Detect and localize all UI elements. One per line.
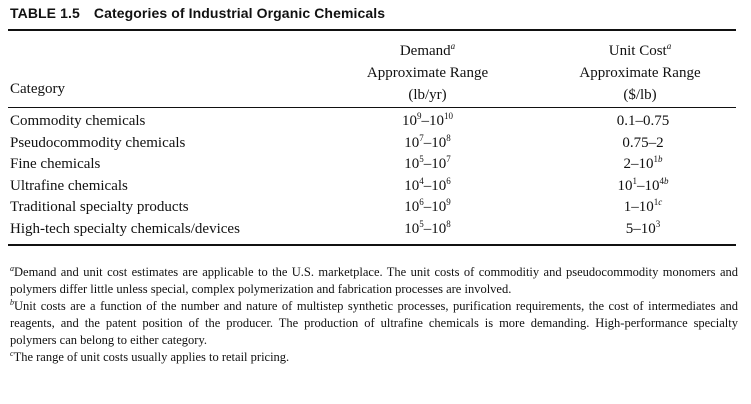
demand-header <box>335 35 520 106</box>
footnote <box>10 264 738 298</box>
table-title <box>10 5 385 21</box>
cost-exponent-high: 4b <box>659 175 669 186</box>
table-row <box>0 177 751 199</box>
demand-high-exponent: 8 <box>446 218 451 229</box>
cost-footnote-mark: b <box>658 154 663 164</box>
row-cost <box>548 199 738 216</box>
footnote-text: Demand and unit cost estimates are applicable to the U.S. marketplace. The unit costs of commoditiy and pseudocommodity monomers and polymers differ little unless special, complex polymerization and fabrication processes are involved. <box>10 265 738 296</box>
demand-header-mark: a <box>450 41 456 51</box>
cost-value: 0.75–2 <box>622 134 664 151</box>
demand-low-exponent: 5 <box>419 218 424 229</box>
cost-header-mark: a <box>666 41 672 51</box>
footnote-mark: c <box>10 349 14 358</box>
footnote-mark: b <box>10 298 14 307</box>
row-demand: $10^9-10^{10}$ <box>402 111 453 129</box>
demand-high-exponent: 8 <box>446 132 451 143</box>
demand-header-line1: Demand <box>399 43 451 59</box>
demand-high-exponent: 7 <box>446 154 451 164</box>
footnote-text: Unit costs are a function of the number and nature of multistep synthetic processes, purification requirements, the cost of intermediates and reagents, and the patent position of the producer. The production of ultrafine chemicals is more demanding. High-performance specialty polymers can belong to either category. <box>10 299 738 347</box>
category-header: Category <box>10 81 65 97</box>
cost-value: 5–10 <box>625 220 656 237</box>
demand-low-exponent: 9 <box>417 111 422 121</box>
row-cost <box>548 135 738 152</box>
footnote-text: The range of unit costs usually applies to retail pricing. <box>13 350 290 364</box>
demand-low-exponent: 4 <box>419 175 424 186</box>
cost-exponent: 1b <box>653 154 663 164</box>
row-category: Commodity chemicals <box>10 113 146 129</box>
table-body <box>0 112 751 241</box>
row-demand: $10^5-10^8$ <box>404 218 451 237</box>
table-number: TABLE 1.5 <box>10 5 80 21</box>
footnote-mark: a <box>10 264 14 273</box>
demand-low-exponent: 5 <box>419 154 424 164</box>
cost-footnote-mark: c <box>658 197 663 207</box>
row-demand: $10^6-10^9$ <box>404 197 451 215</box>
cost-footnote-mark: b <box>664 175 669 186</box>
demand-high-exponent: 10 <box>444 111 453 121</box>
table-row <box>0 198 751 220</box>
header-rule <box>8 107 736 108</box>
row-category: Traditional specialty products <box>10 199 189 215</box>
top-rule <box>8 29 736 31</box>
row-category: Pseudocommodity chemicals <box>10 134 186 151</box>
cost-value: 2–10 <box>623 156 654 172</box>
cost-value: 10 <box>617 177 633 194</box>
row-cost <box>548 175 738 195</box>
demand-low-exponent: 6 <box>419 197 424 207</box>
table-row <box>0 220 751 242</box>
row-cost <box>548 218 738 238</box>
footnote <box>10 298 738 349</box>
cost-value: 0.1–0.75 <box>616 113 670 129</box>
demand-high-exponent: 6 <box>446 175 451 186</box>
demand-header-line3: (lb/yr) <box>408 87 447 103</box>
row-demand: $10^7-10^8$ <box>404 132 451 151</box>
demand-high-exponent: 9 <box>446 197 451 207</box>
cost-header-line1: Unit Cost <box>608 43 667 59</box>
row-cost <box>548 156 738 173</box>
cost-header-line3: ($/lb) <box>623 87 657 103</box>
table-row <box>0 134 751 156</box>
row-cost <box>548 113 738 130</box>
cost-header <box>545 35 735 106</box>
table-caption: Categories of Industrial Organic Chemicals <box>93 5 386 21</box>
bottom-rule <box>8 244 736 246</box>
cost-exponent: 1c <box>653 197 663 207</box>
row-category: Fine chemicals <box>10 156 101 172</box>
row-demand: $10^5-10^7$ <box>404 154 451 172</box>
demand-header-line2: Approximate Range <box>366 65 489 81</box>
cost-header-line2: Approximate Range <box>579 65 701 81</box>
row-demand: $10^4-10^6$ <box>404 175 451 194</box>
footnotes <box>10 264 738 366</box>
cost-exponent: 3 <box>655 218 661 229</box>
row-category: High-tech specialty chemicals/devices <box>10 220 240 237</box>
footnote <box>10 349 738 366</box>
table-row <box>0 112 751 134</box>
cost-value: 1–10 <box>623 199 654 215</box>
cost-exponent: 1 <box>632 175 637 186</box>
row-category: Ultrafine chemicals <box>10 177 128 194</box>
cost-value-high: –10 <box>637 177 660 194</box>
table-row <box>0 155 751 177</box>
demand-low-exponent: 7 <box>419 132 424 143</box>
